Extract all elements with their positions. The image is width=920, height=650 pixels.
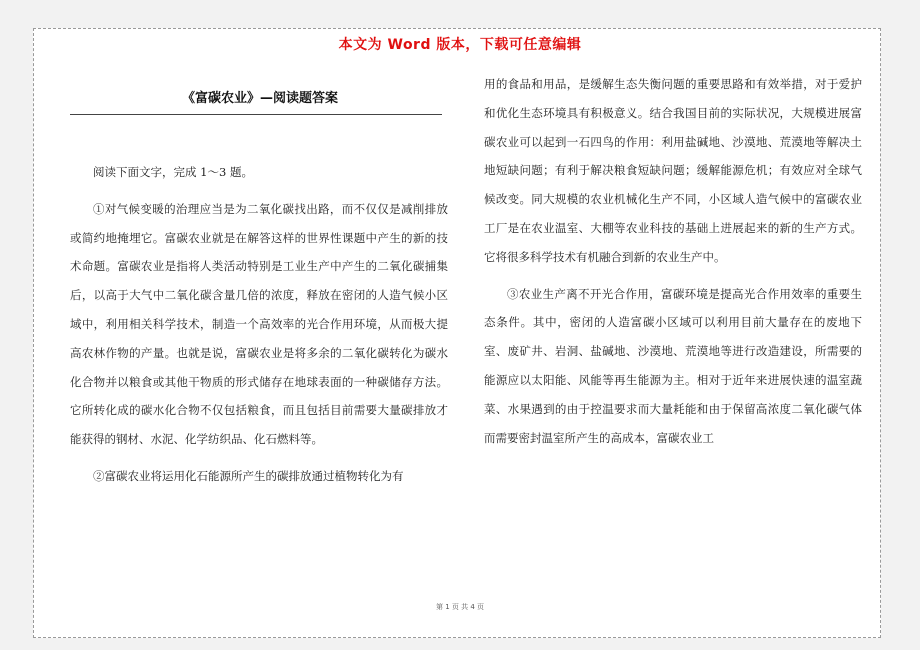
paragraph-3: ③农业生产离不开光合作用，富碳环境是提高光合作用效率的重要生态条件。其中，密闭的人造富碳小区域可以利用目前大量存在的废地下室、废矿井、岩洞、盐碱地、沙漠地、荒漠地等进行改造建设，所需要的能源应以太阳能、风能等再生能源为主。相对于近年来进展快速的温室蔬菜、水果遇到的由于控温要求而大量耗能和由于保留高浓度二氧化碳气体而需要密封温室所产生的高成本，富碳农业工 [484, 286, 862, 445]
page-number-footer: 第 1 页 共 4 页 [435, 603, 485, 611]
editable-notice-banner: 本文为 Word 版本，下载可任意编辑 [338, 37, 582, 53]
paragraph-2-continued: 用的食品和用品，是缓解生态失衡问题的重要思路和有效举措，对于爱护和优化生态环境具有积极意义。结合我国目前的实际状况，大规模进展富碳农业可以起到一石四鸟的作用：利用盐碱地、沙漠地、荒漠地等解决土地短缺问题；有利于解决粮食短缺问题；缓解能源危机；有效应对全球气候改变。同大规模的农业机械化生产不同，小区域人造气候中的富碳农业工厂是在农业温室、大棚等农业科技的基础上进展起来的新的生产方式。它将很多科学技术有机融合到新的农业生产中。 [484, 77, 862, 264]
right-column [484, 70, 862, 452]
left-column [70, 158, 448, 491]
title-divider [70, 114, 442, 115]
instruction-paragraph: 阅读下面文字，完成 1～3 题。 [93, 165, 253, 179]
article-title: 《富碳农业》—阅读题答案 [181, 91, 338, 106]
paragraph-1: ①对气候变暖的治理应当是为二氧化碳找出路，而不仅仅是减削排放或简约地掩埋它。富碳农业就是在解答这样的世界性课题中产生的新的技术命题。富碳农业是指将人类活动特别是工业生产中产生的二氧化碳捕集后，以高于大气中二氧化碳含量几倍的浓度，释放在密闭的人造气候小区域中，利用相关科学技术，制造一个高效率的光合作用环境，从而极大提高农林作物的产量。也就是说，富碳农业是将多余的二氧化碳转化为碳水化合物并以粮食或其他干物质的形式储存在地球表面的一种碳储存方法。它所转化成的碳水化合物不仅包括粮食，而且包括目前需要大量碳排放才能获得的钢材、水泥、化学纺织品、化石燃料等。 [70, 201, 448, 447]
paragraph-2-start: ②富碳农业将运用化石能源所产生的碳排放通过植物转化为有 [93, 468, 404, 483]
